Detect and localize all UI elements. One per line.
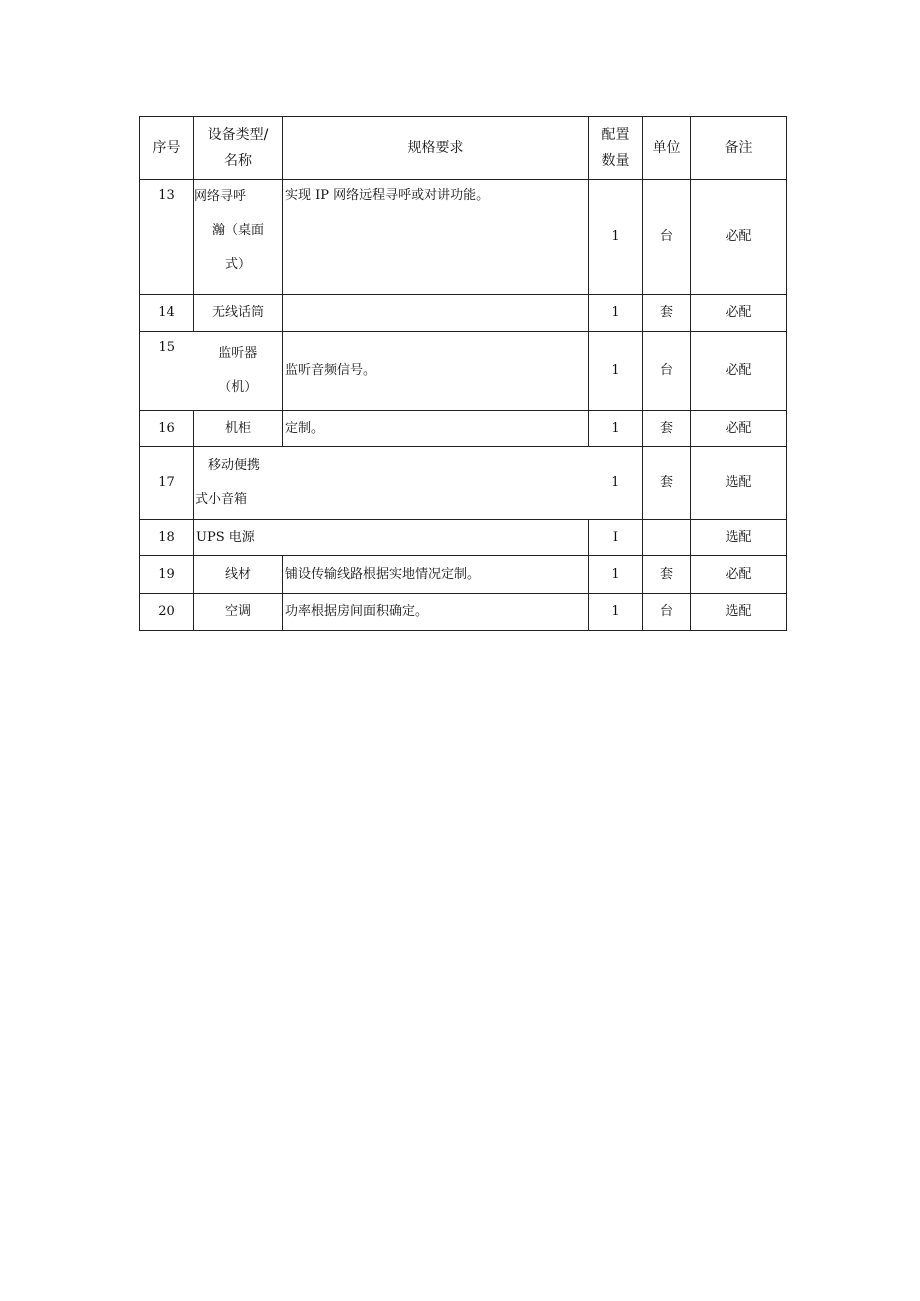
row-name: [194, 332, 283, 411]
row-unit: 套: [643, 295, 691, 332]
row-no: 18: [140, 520, 194, 556]
row-remark: 选配: [691, 447, 787, 520]
row-qty: 1: [589, 295, 643, 332]
row-remark: 必配: [691, 411, 787, 447]
row-name: 空调: [194, 594, 283, 631]
row-name: [194, 447, 283, 520]
table-row: [140, 411, 787, 447]
row-name-line1: 监听器: [218, 346, 258, 361]
row-name-line1: 网络寻呼: [194, 189, 247, 204]
row-no: 16: [140, 411, 194, 447]
table-row: [140, 447, 787, 520]
row-name-line3: 式）: [224, 257, 251, 272]
header-qty: [589, 117, 643, 180]
header-name-line1: 设备类型/: [207, 127, 269, 143]
table-row: [140, 556, 787, 594]
header-name-line2: 名称: [224, 153, 252, 169]
row-no: 20: [140, 594, 194, 631]
row-no: 13: [140, 180, 194, 295]
row-no: 19: [140, 556, 194, 594]
row-spec: [283, 447, 589, 520]
row-spec: 定制。: [283, 411, 589, 447]
row-qty: 1: [589, 556, 643, 594]
row-spec: 功率根据房间面积确定。: [283, 594, 589, 631]
row-remark: 必配: [691, 332, 787, 411]
row-qty: 1: [589, 411, 643, 447]
row-remark: 必配: [691, 295, 787, 332]
row-spec: [283, 295, 589, 332]
row-qty: 1: [589, 447, 643, 520]
row-qty: 1: [589, 594, 643, 631]
table-row: [140, 295, 787, 332]
row-name-line2: （机）: [218, 380, 258, 395]
table-header-row: [140, 117, 787, 180]
row-no: 14: [140, 295, 194, 332]
row-name-line2: 瀚（桌面: [211, 223, 264, 238]
row-name: 无线话筒: [194, 295, 283, 332]
row-unit: 套: [643, 447, 691, 520]
row-unit: 台: [643, 594, 691, 631]
row-name: UPS 电源: [194, 520, 283, 556]
equipment-table: [139, 116, 787, 631]
row-unit: 台: [643, 180, 691, 295]
header-spec: 规格要求: [283, 117, 589, 180]
table-row: [140, 594, 787, 631]
table-row: [140, 332, 787, 411]
header-qty-line2: 数量: [601, 153, 630, 169]
row-remark: 选配: [691, 520, 787, 556]
row-name: 线材: [194, 556, 283, 594]
row-remark: 必配: [691, 180, 787, 295]
row-qty: I: [589, 520, 643, 556]
header-qty-line1: 配置: [601, 127, 630, 143]
row-spec: 铺设传输线路根据实地情况定制。: [283, 556, 589, 594]
row-name: 机柜: [194, 411, 283, 447]
row-unit: 台: [643, 332, 691, 411]
table-row: [140, 520, 787, 556]
row-spec: 监听音频信号。: [283, 332, 589, 411]
row-qty: 1: [589, 332, 643, 411]
row-spec: [283, 520, 589, 556]
row-no: 17: [140, 447, 194, 520]
row-remark: 选配: [691, 594, 787, 631]
header-no: 序号: [140, 117, 194, 180]
row-spec: 实现 IP 网络远程寻呼或对讲功能。: [283, 180, 589, 295]
row-unit: [643, 520, 691, 556]
header-remark: 备注: [691, 117, 787, 180]
header-unit: 单位: [643, 117, 691, 180]
row-name-line2: 式小音箱: [195, 492, 248, 507]
row-remark: 必配: [691, 556, 787, 594]
table-row: [140, 180, 787, 295]
row-name-line1: 移动便携: [208, 458, 261, 473]
header-name: [194, 117, 283, 180]
row-no: 15: [140, 332, 194, 411]
row-unit: 套: [643, 411, 691, 447]
row-unit: 套: [643, 556, 691, 594]
row-name: [194, 180, 283, 295]
row-qty: 1: [589, 180, 643, 295]
